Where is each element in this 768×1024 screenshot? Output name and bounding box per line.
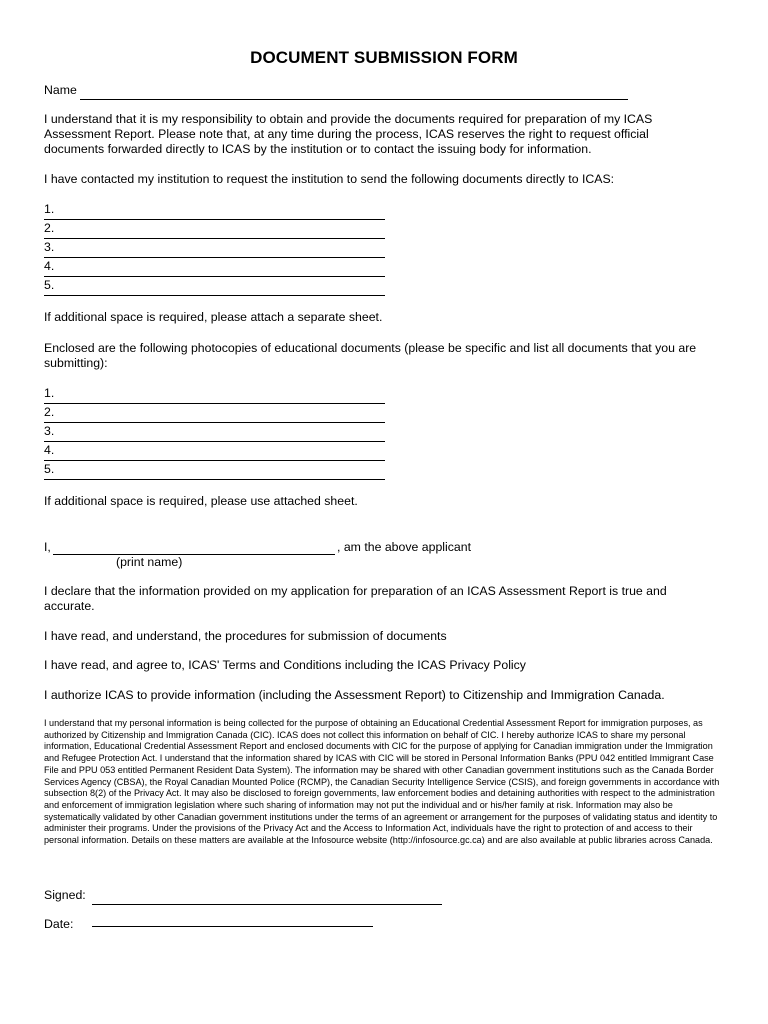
name-label: Name — [44, 83, 77, 97]
institution-doc-line-5[interactable]: 5. — [44, 277, 385, 296]
enclosed-doc-line-1[interactable]: 1. — [44, 385, 385, 404]
signature-line[interactable] — [92, 904, 442, 905]
privacy-notice: I understand that my personal information is being collected for the purpose of obtaining an Educational Credential Assessment Report for immigration purposes, as authorized by Citizenship and Immigration Canada (CIC). ICAS does not collect this information on behalf of CIC. I hereby authorize ICAS to share my personal information, Educational Credential Assessment Report and enclosed documents with CIC for the purpose of applying for Canadian immigration under the Immigration and Refugee Protection Act. I understand that the information shared by ICAS with CIC will be stored in Personal Information Banks (PPU 042 entitled Immigrant Case File and PPU 053 entitled Permanent Resident Data System). The information may be shared with other Canadian government institutions such as the Canada Border Services Agency (CBSA), the Royal Canadian Mounted Police (RCMP), the Canadian Security Intelligence Service (CSIS), and foreign governments in accordance with subsection 8(2) of the Privacy Act. It may also be disclosed to foreign governments, law enforcement bodies and detaining authorities with respect to the administration and enforcement of immigration legislation where such sharing of information may not put the individual and or his/her family at risk. Information may also be systematically validated by other Canadian government institutions under the terms of an agreement or arrangement for the purposes of validating status and identity to administer their programs. Under the provisions of the Privacy Act and the Access to Information Act, individuals have the right to protection of and access to their personal information. Details on these matters are available at the Infosource website (http://infosource.gc.ca) and are also available at public libraries across Canada. — [44, 718, 720, 846]
additional-space-note-2: If additional space is required, please use attached sheet. — [44, 494, 358, 508]
applicant-prefix: I, — [44, 540, 51, 554]
applicant-suffix: , am the above applicant — [337, 540, 471, 554]
enclosed-doc-line-3[interactable]: 3. — [44, 423, 385, 442]
signed-label: Signed: — [44, 888, 86, 902]
applicant-name-line[interactable] — [53, 554, 335, 555]
name-field-line[interactable] — [80, 99, 628, 100]
date-label: Date: — [44, 917, 74, 931]
read-understand-statement: I have read, and understand, the procedures for submission of documents — [44, 629, 447, 643]
additional-space-note-1: If additional space is required, please attach a separate sheet. — [44, 310, 383, 324]
form-title: DOCUMENT SUBMISSION FORM — [250, 48, 518, 67]
print-name-caption: (print name) — [116, 555, 183, 569]
read-agree-statement: I have read, and agree to, ICAS' Terms and Conditions including the ICAS Privacy Policy — [44, 658, 526, 672]
institution-doc-line-2[interactable]: 2. — [44, 220, 385, 239]
contacted-paragraph: I have contacted my institution to request the institution to send the following documents directly to ICAS: — [44, 172, 615, 186]
enclosed-doc-line-2[interactable]: 2. — [44, 404, 385, 423]
date-line[interactable] — [92, 926, 373, 927]
enclosed-doc-line-4[interactable]: 4. — [44, 442, 385, 461]
authorize-statement: I authorize ICAS to provide information (including the Assessment Report) to Citizenship and Immigration Canada. — [44, 688, 665, 702]
enclosed-paragraph: Enclosed are the following photocopies of educational documents (please be specific and list all documents that you are submitting): — [44, 341, 697, 370]
institution-doc-line-3[interactable]: 3. — [44, 239, 385, 258]
declaration-paragraph: I declare that the information provided on my application for preparation of an ICAS Assessment Report is true and accurate. — [44, 584, 667, 613]
intro-paragraph: I understand that it is my responsibility to obtain and provide the documents required for preparation of my ICAS Assessment Report. Please note that, at any time during the process, ICAS reserves the right to request official documents forwarded directly to ICAS by the institution or to contact the issuing body for information. — [44, 112, 653, 156]
institution-doc-line-4[interactable]: 4. — [44, 258, 385, 277]
institution-doc-line-1[interactable]: 1. — [44, 201, 385, 220]
enclosed-doc-line-5[interactable]: 5. — [44, 461, 385, 480]
